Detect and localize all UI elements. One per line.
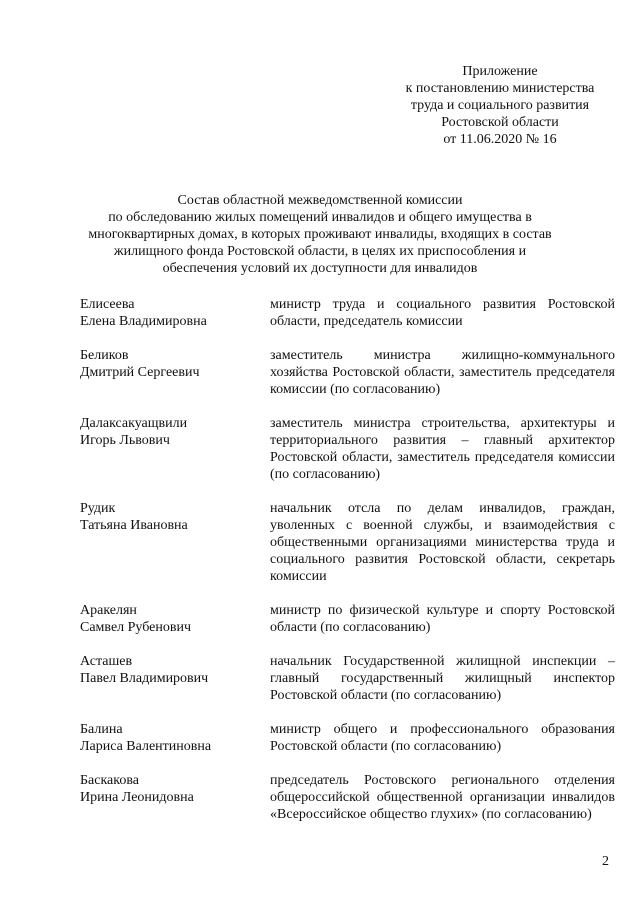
member-entry bbox=[80, 415, 615, 483]
title-line: обеспечения условий их доступности для инвалидов bbox=[162, 261, 478, 276]
member-role: начальник Государственной жилищной инспекции – главный государственный жилищный инспектор Ростовской области (по согласованию) bbox=[270, 654, 615, 703]
member-entry bbox=[80, 721, 615, 755]
member-given-names: Лариса Валентиновна bbox=[80, 739, 212, 754]
member-surname: Далаксакуащвили bbox=[80, 416, 188, 431]
member-surname: Беликов bbox=[80, 348, 129, 363]
member-role: министр общего и профессионального образования Ростовской области (по согласованию) bbox=[270, 722, 615, 754]
member-surname: Баскакова bbox=[80, 773, 140, 788]
member-role: начальник отсла по делам инвалидов, граждан, уволенных с военной службы, и взаимодействия с общественными организациями министерства труда и социального развития Ростовской области, секретарь комиссии bbox=[270, 501, 615, 584]
title-line: по обследованию жилых помещений инвалидов и общего имущества в bbox=[108, 210, 532, 225]
member-surname: Асташев bbox=[80, 654, 133, 669]
member-role: министр по физической культуре и спорту Ростовской области (по согласованию) bbox=[270, 603, 615, 635]
member-name bbox=[80, 500, 270, 585]
title-line: жилищного фонда Ростовской области, в целях их приспособления и bbox=[113, 244, 527, 259]
appendix-line: от 11.06.2020 № 16 bbox=[443, 132, 557, 147]
member-role: заместитель министра строительства, архитектуры и территориального развития – главный архитектор Ростовской области, заместитель председателя комиссии (по согласованию) bbox=[270, 416, 615, 482]
member-entry bbox=[80, 602, 615, 636]
member-given-names: Дмитрий Сергеевич bbox=[80, 365, 200, 380]
member-surname: Аракелян bbox=[80, 603, 137, 618]
member-entry bbox=[80, 653, 615, 704]
member-name bbox=[80, 602, 270, 636]
appendix-line: Приложение bbox=[462, 64, 538, 79]
commission-members-list bbox=[80, 296, 615, 840]
member-name bbox=[80, 347, 270, 398]
member-role: председатель Ростовского регионального отделения общероссийской общественной организации инвалидов «Всероссийское общество глухих» (по согласованию) bbox=[270, 773, 615, 822]
member-role: заместитель министра жилищно-коммунального хозяйства Ростовской области, заместитель председателя комиссии (по согласованию) bbox=[270, 348, 615, 397]
member-entry bbox=[80, 772, 615, 823]
title-line: Состав областной межведомственной комиссии bbox=[177, 193, 463, 208]
member-given-names: Татьяна Ивановна bbox=[80, 518, 188, 533]
appendix-line: Ростовской области bbox=[441, 115, 559, 130]
member-entry bbox=[80, 500, 615, 585]
appendix-line: к постановлению министерства bbox=[405, 81, 595, 96]
member-name bbox=[80, 415, 270, 483]
member-given-names: Самвел Рубенович bbox=[80, 620, 192, 635]
appendix-header bbox=[385, 63, 615, 148]
member-surname: Балина bbox=[80, 722, 123, 737]
title-line: многоквартирных домах, в которых проживают инвалиды, входящих в состав bbox=[88, 227, 552, 242]
member-given-names: Елена Владимировна bbox=[80, 314, 207, 329]
member-surname: Рудик bbox=[80, 501, 116, 516]
member-entry bbox=[80, 296, 615, 330]
member-given-names: Павел Владимирович bbox=[80, 671, 209, 686]
member-role: министр труда и социального развития Ростовской области, председатель комиссии bbox=[270, 297, 615, 329]
member-surname: Елисеева bbox=[80, 297, 135, 312]
member-name bbox=[80, 721, 270, 755]
document-title bbox=[80, 192, 560, 277]
member-entry bbox=[80, 347, 615, 398]
member-given-names: Ирина Леонидовна bbox=[80, 790, 194, 805]
member-given-names: Игорь Львович bbox=[80, 433, 170, 448]
member-name bbox=[80, 772, 270, 823]
page-number: 2 bbox=[602, 854, 609, 869]
member-name bbox=[80, 296, 270, 330]
member-name bbox=[80, 653, 270, 704]
appendix-line: труда и социального развития bbox=[410, 98, 590, 113]
